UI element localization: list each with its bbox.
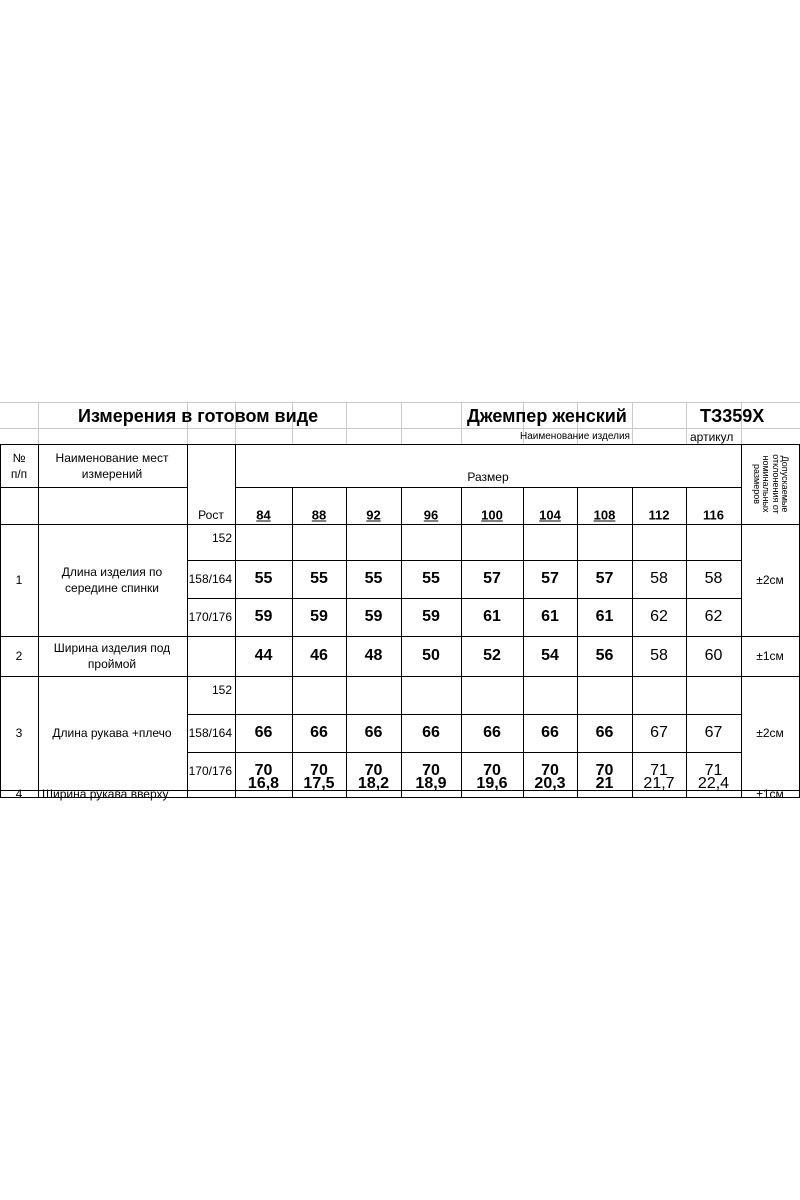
row-measure-name: Длина рукава +плечо <box>52 726 172 740</box>
grid-line <box>577 487 578 798</box>
grid-line <box>0 444 800 445</box>
table-cell-value: 59 <box>422 608 440 625</box>
table-cell-value: 57 <box>541 570 559 587</box>
grid-line <box>0 428 800 429</box>
size-header-88: 88 <box>311 507 327 523</box>
grid-line <box>461 402 462 444</box>
row-measure-name: Длина изделия по середине спинки <box>61 564 163 595</box>
grid-line <box>292 487 293 798</box>
table-cell-value: 54 <box>541 647 559 664</box>
table-cell-value: 55 <box>254 570 273 587</box>
row-number: 4 <box>15 787 23 801</box>
row-tolerance: ±2см <box>756 573 784 587</box>
row-height: 152 <box>211 683 232 697</box>
table-cell-value: 59 <box>364 608 383 625</box>
grid-line <box>686 487 687 798</box>
grid-line <box>461 487 462 798</box>
table-cell-value: 16,8 <box>247 775 280 792</box>
size-header-84: 84 <box>256 507 271 523</box>
size-header-96: 96 <box>423 507 439 523</box>
row-number: 2 <box>15 649 23 663</box>
grid-line <box>632 487 633 798</box>
table-cell-value: 58 <box>704 570 723 587</box>
row-number: 3 <box>15 726 23 740</box>
size-header-108: 108 <box>593 507 616 523</box>
table-cell-value: 61 <box>541 608 559 625</box>
row-height: 158/164 <box>188 726 232 740</box>
size-header-112: 112 <box>648 507 670 523</box>
table-cell-value: 66 <box>541 724 559 741</box>
product-name-caption: Наименование изделия <box>520 431 630 442</box>
grid-line <box>0 402 800 403</box>
grid-line <box>235 444 236 798</box>
grid-line <box>235 487 741 488</box>
table-cell-value: 70 <box>254 762 273 779</box>
grid-line <box>401 402 402 444</box>
article-caption: артикул <box>690 430 734 444</box>
table-cell-value: 61 <box>595 608 614 625</box>
table-cell-value: 57 <box>595 570 614 587</box>
row-number: 1 <box>15 573 23 587</box>
table-cell-value: 18,2 <box>357 775 390 792</box>
table-cell-value: 18,9 <box>415 775 447 792</box>
row-measure-name: Ширина изделия под проймой <box>53 640 171 671</box>
grid-line <box>187 752 741 753</box>
grid-line <box>0 444 1 798</box>
grid-line <box>0 676 800 677</box>
table-cell-value: 66 <box>595 724 614 741</box>
row-height: 158/164 <box>188 572 232 586</box>
grid-line <box>401 487 402 798</box>
col-header-measure-name: Наименование мест измерений <box>55 450 169 481</box>
measurement-sheet <box>0 400 800 801</box>
grid-line <box>0 524 800 525</box>
table-cell-value: 17,5 <box>303 775 335 792</box>
table-cell-value: 62 <box>650 608 668 625</box>
grid-line <box>187 598 741 599</box>
table-cell-value: 57 <box>483 570 501 587</box>
table-cell-value: 67 <box>650 724 668 741</box>
row-height: 152 <box>211 531 232 545</box>
table-cell-value: 60 <box>704 647 723 664</box>
grid-line <box>0 487 187 488</box>
grid-line <box>38 444 39 798</box>
grid-line <box>346 402 347 444</box>
table-cell-value: 20,3 <box>534 775 566 792</box>
sheet-title: Измерения в готовом виде <box>78 406 319 426</box>
grid-line <box>686 402 687 444</box>
table-cell-value: 70 <box>422 762 440 779</box>
size-header-116: 116 <box>703 507 724 523</box>
row-tolerance: ±2см <box>756 726 784 740</box>
table-cell-value: 66 <box>422 724 440 741</box>
col-header-number: № п/п <box>10 450 28 481</box>
product-name: Джемпер женский <box>467 406 627 426</box>
table-cell-value: 50 <box>422 647 440 664</box>
table-cell-value: 71 <box>704 762 723 779</box>
grid-line <box>523 487 524 798</box>
table-cell-value: 66 <box>254 724 273 741</box>
table-cell-value: 56 <box>595 647 614 664</box>
size-header-104: 104 <box>539 507 561 523</box>
size-header-100: 100 <box>481 507 503 523</box>
table-cell-value: 67 <box>704 724 723 741</box>
row-height: 170/176 <box>188 764 232 778</box>
table-cell-value: 66 <box>310 724 328 741</box>
col-header-height: Рост <box>198 508 224 522</box>
table-cell-value: 55 <box>364 570 383 587</box>
table-cell-value: 66 <box>364 724 383 741</box>
table-cell-value: 62 <box>704 608 723 625</box>
grid-line <box>187 560 741 561</box>
article-code: ТЗ359Х <box>700 406 765 426</box>
row-tolerance: ±1см <box>756 649 784 663</box>
table-cell-value: 70 <box>541 762 559 779</box>
table-cell-value: 52 <box>483 647 501 664</box>
table-cell-value: 70 <box>595 762 614 779</box>
row-height: 170/176 <box>188 610 232 624</box>
grid-line <box>632 402 633 444</box>
col-header-tolerance: Допускаемые отклонения от номинальных размеров <box>751 454 790 514</box>
row-measure-name: Ширина рукава вверху <box>42 787 169 801</box>
table-cell-value: 59 <box>254 608 273 625</box>
table-cell-value: 58 <box>650 570 668 587</box>
table-cell-value: 55 <box>422 570 440 587</box>
table-cell-value: 55 <box>310 570 328 587</box>
grid-line <box>741 444 742 798</box>
table-cell-value: 58 <box>650 647 668 664</box>
table-cell-value: 48 <box>364 647 383 664</box>
grid-line <box>0 636 800 637</box>
table-cell-value: 19,6 <box>476 775 508 792</box>
grid-line <box>187 714 741 715</box>
table-cell-value: 21,7 <box>643 775 675 792</box>
table-cell-value: 59 <box>310 608 328 625</box>
table-cell-value: 66 <box>483 724 501 741</box>
col-header-size: Размер <box>467 470 509 484</box>
table-cell-value: 70 <box>483 762 501 779</box>
table-cell-value: 21 <box>595 775 614 792</box>
table-cell-value: 61 <box>483 608 501 625</box>
grid-line <box>38 402 39 444</box>
row-tolerance: ±1см <box>756 787 784 801</box>
table-cell-value: 44 <box>254 647 273 664</box>
table-cell-value: 70 <box>310 762 328 779</box>
grid-line <box>346 487 347 798</box>
table-cell-value: 22,4 <box>697 775 730 792</box>
table-cell-value: 46 <box>310 647 328 664</box>
table-cell-value: 70 <box>364 762 383 779</box>
table-cell-value: 71 <box>650 762 668 779</box>
size-header-92: 92 <box>366 507 381 523</box>
